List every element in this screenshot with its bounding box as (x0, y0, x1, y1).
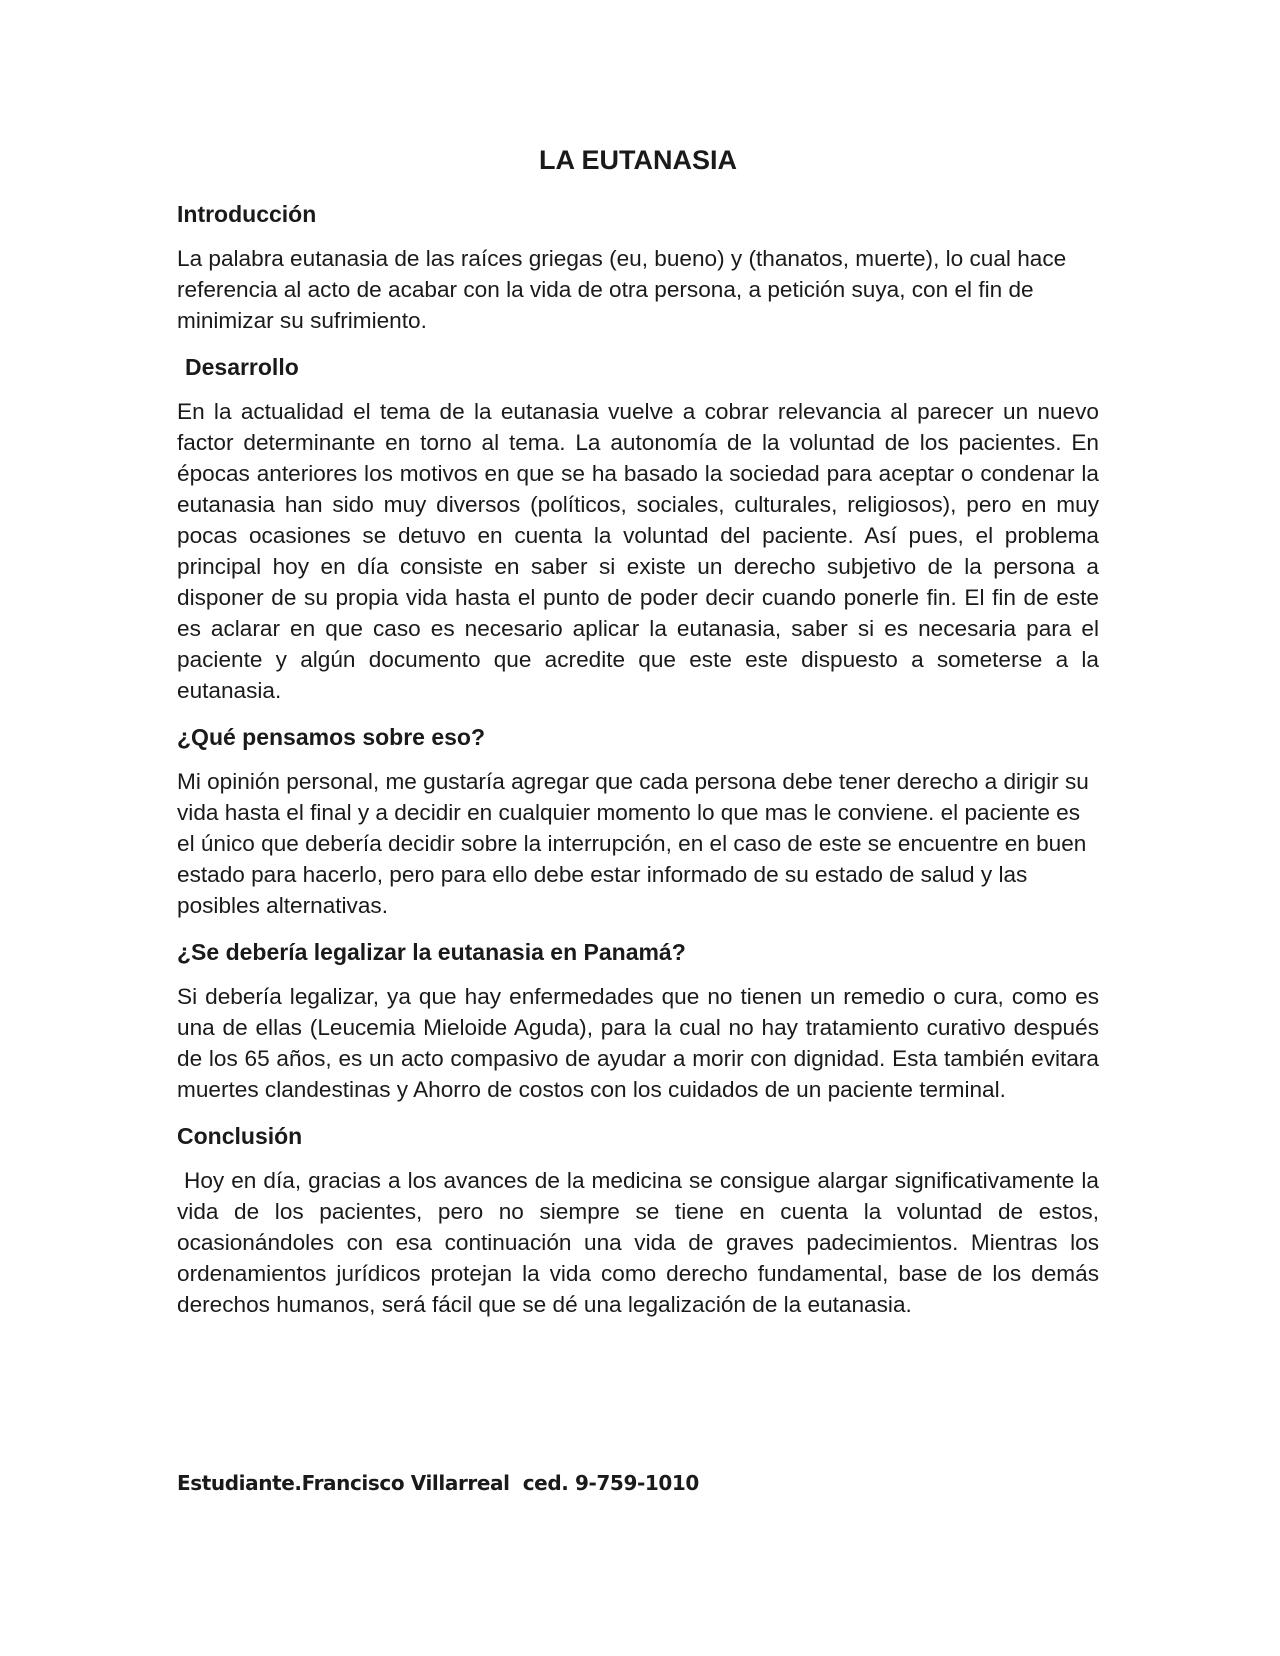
heading-conclusion: Conclusión (177, 1123, 303, 1149)
paragraph-desarrollo: En la actualidad el tema de la eutanasia vuelve a cobrar relevancia al parecer un nuevo factor determinante en torno al tema. La autonomía de la voluntad de los pacientes. En épocas anteriores los motivos en que se ha basado la sociedad para aceptar o condenar la eutanasia han sido muy diversos (políticos, sociales, culturales, religiosos), pero en muy pocas ocasiones se detuvo en cuenta la voluntad del paciente. Así pues, el problema principal hoy en día consiste en saber si existe un derecho subjetivo de la persona a disponer de su propia vida hasta el punto de poder decir cuando ponerle fin. El fin de este es aclarar en que caso es necesario aplicar la eutanasia, saber si es necesaria para el paciente y algún documento que acredite que este este dispuesto a someterse a la eutanasia. (177, 399, 1099, 703)
student-footer: Estudiante.Francisco Villarreal ced. 9-759-1010 (177, 1471, 699, 1495)
document-title: LA EUTANASIA (539, 145, 737, 175)
heading-legalizar-panama: ¿Se debería legalizar la eutanasia en Panamá? (177, 939, 686, 965)
paragraph-legalizar-panama: Si debería legalizar, ya que hay enfermedades que no tienen un remedio o cura, como es una de ellas (Leucemia Mieloide Aguda), para la cual no hay tratamiento curativo después de los 65 años, es un acto compasivo de ayudar a morir con dignidad. Esta también evitara muertes clandestinas y Ahorro de costos con los cuidados de un paciente terminal. (177, 984, 1099, 1102)
heading-introduccion: Introducción (177, 201, 317, 227)
heading-desarrollo: Desarrollo (185, 354, 299, 380)
paragraph-introduccion: La palabra eutanasia de las raíces griegas (eu, bueno) y (thanatos, muerte), lo cual hace referencia al acto de acabar con la vida de otra persona, a petición suya, con el fin de minimizar su sufrimiento. (177, 246, 1067, 333)
paragraph-que-pensamos: Mi opinión personal, me gustaría agregar que cada persona debe tener derecho a dirigir su vida hasta el final y a decidir en cualquier momento lo que mas le conviene. el paciente es el único que debería decidir sobre la interrupción, en el caso de este se encuentre en buen estado para hacerlo, pero para ello debe estar informado de su estado de salud y las posibles alternativas. (177, 769, 1089, 918)
heading-que-pensamos: ¿Qué pensamos sobre eso? (177, 724, 486, 750)
document-page (177, 143, 1099, 1336)
paragraph-conclusion: Hoy en día, gracias a los avances de la medicina se consigue alargar significativamente la vida de los pacientes, pero no siempre se tiene en cuenta la voluntad de estos, ocasionándoles con esa continuación una vida de graves padecimientos. Mientras los ordenamientos jurídicos protejan la vida como derecho fundamental, base de los demás derechos humanos, será fácil que se dé una legalización de la eutanasia. (177, 1168, 1099, 1317)
